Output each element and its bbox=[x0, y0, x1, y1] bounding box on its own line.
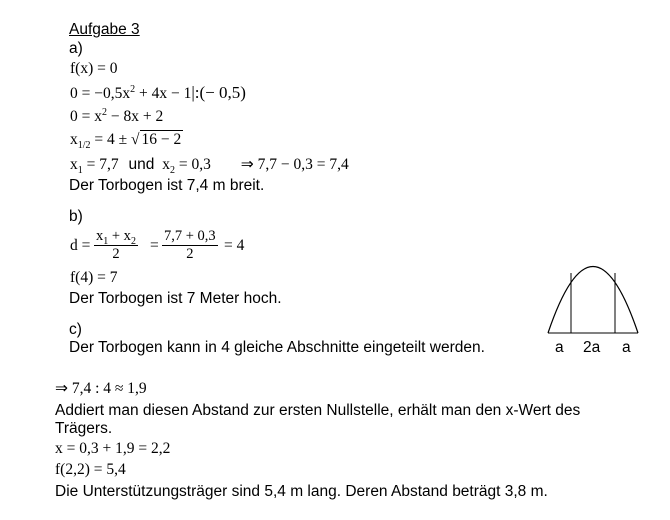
conclusion-height: Der Torbogen ist 7 Meter hoch. bbox=[69, 290, 282, 307]
sketch-label-right: a bbox=[622, 339, 631, 356]
equation-roots: $x_1 = 7,7$ und $x_2 = 0,3$ ⇒ 7,7 − 0,3 = 7,4 bbox=[70, 156, 349, 177]
statement-segments: Der Torbogen kann in 4 gleiche Abschnitte eingeteilt werden. bbox=[69, 339, 485, 356]
part-b-label: b) bbox=[69, 208, 83, 225]
equation-line-2: $0 = -0,5x^2 + 4x$ − 1|:(− 0,5) bbox=[70, 83, 246, 102]
explanation-line-1: Addiert man diesen Abstand zur ersten Nullstelle, erhält man den x-Wert des bbox=[55, 402, 581, 419]
task-title: Aufgabe 3 bbox=[69, 21, 140, 38]
part-a-label: a) bbox=[69, 40, 83, 57]
explanation-line-2: Trägers. bbox=[55, 420, 113, 437]
fraction-x1-x2: $\frac{x_1 + x_2}{2}$ bbox=[96, 228, 136, 262]
d-prefix: d = bbox=[70, 237, 91, 254]
equation-f-x-zero: f(x) = 0 bbox=[70, 60, 118, 77]
equation-f-value: f(2,2) = 5,4 bbox=[55, 461, 126, 478]
fraction-values: $\frac{7,7 + 0,3}{2}$ bbox=[164, 228, 216, 262]
equation-f-four: f(4) = 7 bbox=[70, 269, 118, 286]
arch-sketch bbox=[540, 230, 650, 340]
sketch-label-left: a bbox=[555, 339, 564, 356]
equation-line-3: $0 = x^2 - 8x + 2$ bbox=[70, 106, 164, 125]
part-c-label: c) bbox=[69, 321, 82, 338]
conclusion-width: Der Torbogen ist 7,4 m breit. bbox=[69, 177, 265, 194]
equation-x-value: x = 0,3 + 1,9 = 2,2 bbox=[55, 440, 171, 457]
sketch-label-mid: 2a bbox=[583, 339, 601, 356]
equals-sign: = bbox=[150, 237, 159, 254]
equation-division: ⇒ 7,4 : 4 ≈ 1,9 bbox=[55, 380, 147, 397]
parabola-curve bbox=[548, 267, 638, 334]
final-conclusion: Die Unterstützungsträger sind 5,4 m lang. Deren Abstand beträgt 3,8 m. bbox=[55, 483, 548, 500]
equation-quadratic-formula: $x_{1/2} = 4$ ± √ 16 − 2 bbox=[70, 131, 182, 152]
result-four: = 4 bbox=[224, 237, 245, 254]
